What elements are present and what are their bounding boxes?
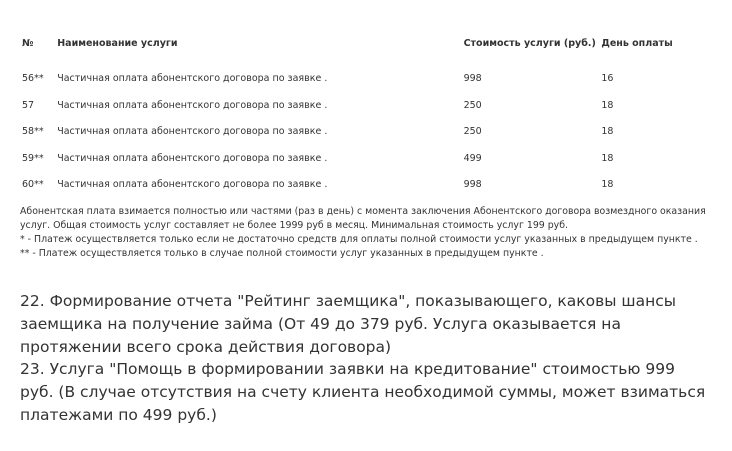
row-cost: 499 — [463, 152, 482, 164]
row-number: 56** — [22, 73, 44, 85]
single-star-note: * - Платеж осуществляется только если не достаточно средств для оплаты полной стоимости услуг указанных в предыдущем пункте . — [20, 234, 698, 245]
row-service-name: Частичная оплата абонентского договора по заявке . — [57, 179, 328, 191]
row-cost: 250 — [463, 99, 482, 111]
row-number: 58** — [22, 126, 44, 138]
row-cost: 998 — [463, 73, 482, 85]
table-header-row — [22, 38, 702, 66]
table-row — [22, 172, 702, 199]
row-number: 57 — [22, 99, 35, 111]
table-row — [22, 146, 702, 173]
row-service-name: Частичная оплата абонентского договора по заявке . — [57, 126, 328, 138]
row-service-name: Частичная оплата абонентского договора по заявке . — [57, 99, 328, 111]
header-payment-day: День оплаты — [601, 38, 673, 49]
row-payment-day: 18 — [601, 152, 614, 164]
row-service-name: Частичная оплата абонентского договора по заявке . — [57, 73, 328, 85]
fee-info-note: Абонентская плата взимается полностью или частями (раз в день) с момента заключения Абонентского договора возмездного оказания услуг. Общая стоимость услуг составляет не более 1999 руб в месяц. Минимальная стоимость услуг 199 руб. — [20, 206, 706, 231]
service-sections — [20, 290, 710, 427]
table-row — [22, 66, 702, 93]
row-cost: 250 — [463, 126, 482, 138]
row-payment-day: 18 — [601, 99, 614, 111]
section-23-application-help: 23. Услуга "Помощь в формировании заявки на кредитование" стоимостью 999 руб. (В случае отсутствия на счету клиента необходимой суммы, может взиматься платежами по 499 руб.) — [20, 360, 706, 424]
services-table — [22, 38, 702, 199]
row-service-name: Частичная оплата абонентского договора по заявке . — [57, 152, 328, 164]
row-payment-day: 18 — [601, 179, 614, 191]
row-number: 60** — [22, 179, 44, 191]
row-cost: 998 — [463, 179, 482, 191]
row-payment-day: 18 — [601, 126, 614, 138]
row-payment-day: 16 — [601, 73, 614, 85]
section-22-rating-report: 22. Формирование отчета "Рейтинг заемщика", показывающего, каковы шансы заемщика на получение займа (От 49 до 379 руб. Услуга оказывается на протяжении всего срока действия договора) — [20, 292, 677, 356]
row-number: 59** — [22, 152, 44, 164]
double-star-note: ** - Платеж осуществляется только в случае полной стоимости услуг указанных в предыдущем пункте . — [20, 248, 544, 259]
header-number: № — [22, 38, 34, 49]
footnotes — [20, 205, 710, 261]
table-row — [22, 119, 702, 146]
header-service-name: Наименование услуги — [57, 38, 178, 49]
table-row — [22, 93, 702, 120]
header-cost: Стоимость услуги (руб.) — [463, 38, 596, 49]
